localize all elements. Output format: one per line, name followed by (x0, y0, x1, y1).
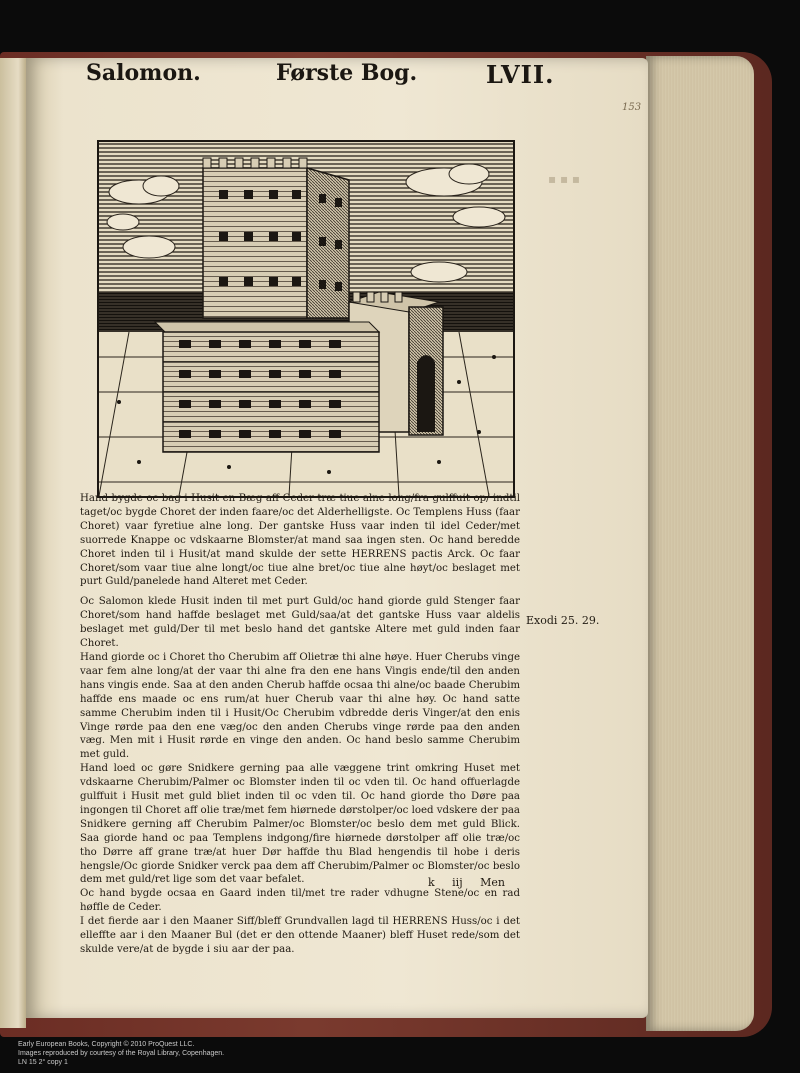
paragraph-3: Hand giorde oc i Choret tho Cherubim aff Olietræ thi alne høye. Huer Cherubs vinge vaar fem alne long/at der vaar thi alne fra den ene hans Vingis ende/til den anden hans vingis ende. Saa at den anden Cherub haffde ocsaa thi alne/oc baade Cherubim haffde ens maade oc ens rum/at huer Cherub vaar thi alne høy. Oc hand satte samme Cherubim inden til i Husit/Oc Cherubim vdbredde deris Vinger/at den enis Vinge rørde paa den ene væg/oc den anden Cherubs vinge rørde paa den anden væg. Men mit i Husit rørde en vinge den anden. Oc hand beslo samme Cherubim met guld. (80, 651, 520, 761)
left-page-edge (0, 58, 26, 1028)
header-left: Salomon. (86, 60, 201, 86)
margin-reference: Exodi 25. 29. (526, 614, 600, 627)
paragraph-1: Hand bygde oc bag i Husit en Bæg aff Ceder træ tiue alne long/fra gulffuit op/ indtil taget/oc bygde Choret der inden faare/oc det Alderhelligste. Oc Templens Huss (faar Choret) vaar fyretiue alne long. Der gantske Huss vaar inden til idel Ceder/met suorrede Knappe oc vdskaarne Blomster/at mand saa ingen sten. Oc hand beredde Choret inden til i Husit/at mand skulde der sette HERRENS pactis Arck. Oc faar Choret/som vaar tiue alne longt/oc tiue alne bret/oc tiue alne høyt/oc beslaget met purt Guld/panelede hand Alteret met Ceder. (80, 493, 520, 588)
temple-woodcut-drawing (99, 142, 513, 496)
copyright-footer (18, 1040, 418, 1067)
signature-mark: k iij (428, 876, 463, 889)
footer-line-2: Images reproduced by courtesy of the Royal Library, Copenhagen. (18, 1050, 225, 1057)
paragraph-6: I det fierde aar i den Maaner Siff/bleff Grundvallen lagd til HERRENS Huss/oc i det elleffte aar i den Maaner Bul (det er den ottende Maaner) bleff Huset rede/som det skulde vere/at de bygde i siu aar der paa. (80, 916, 520, 955)
catchword-line (428, 876, 505, 889)
footer-line-1: Early European Books, Copyright © 2010 ProQuest LLC. (18, 1041, 195, 1048)
paragraph-4: Hand loed oc gøre Snidkere gerning paa alle væggene trint omkring Huset met vdskaarne Cherubim/Palmer oc Blomster inden til oc vden til. Oc hand offuerlagde gulffuit i Husit met guld bliet inden til oc vden til. Oc hand giorde tho Døre paa ingongen til Choret aff olie træ/met fem hiørnede dørstolper/oc loed vdskere der paa Snidkere gerning aff Cherubim Palmer/oc Blomster/oc beslo dem met guld Blick. Saa giorde hand oc paa Templens indgong/fire hiørnede dørstolper aff olie træ/oc tho Dørre aff grane træ/at huer Dør haffde thu Blad hengendis til hobe i deris hengsle/Oc giorde Snidker verck paa dem aff Cherubim/Palmer oc Blomster/oc beslo dem met guld/ret lige som det vaar befalet. (80, 763, 520, 886)
running-header (62, 60, 555, 89)
header-center: Første Bog. (276, 60, 418, 86)
paragraph-5: Oc hand bygde ocsaa en Gaard inden til/met tre rader vdhugne Stene/oc en rad høffle de Ceder. (80, 888, 520, 914)
catchword: Men (480, 876, 505, 889)
page-edges (646, 56, 754, 1031)
bleed-through-text: ▪ ▪ ▪ (548, 172, 581, 186)
handwritten-folio: 153 (622, 102, 642, 113)
footer-line-3: LN 15 2° copy 1 (18, 1059, 68, 1066)
header-right: LVII. (486, 60, 555, 89)
temple-woodcut (97, 140, 515, 498)
paragraph-2: Oc Salomon klede Husit inden til met purt Guld/oc hand giorde guld Stenger faar Choret/som hand haffde beslaget met Guld/saa/at det gantske Huss vaar aldelis beslaget met guld/Der til met beslo hand det gantske Altere met guld inden faar Choret. (80, 596, 520, 650)
